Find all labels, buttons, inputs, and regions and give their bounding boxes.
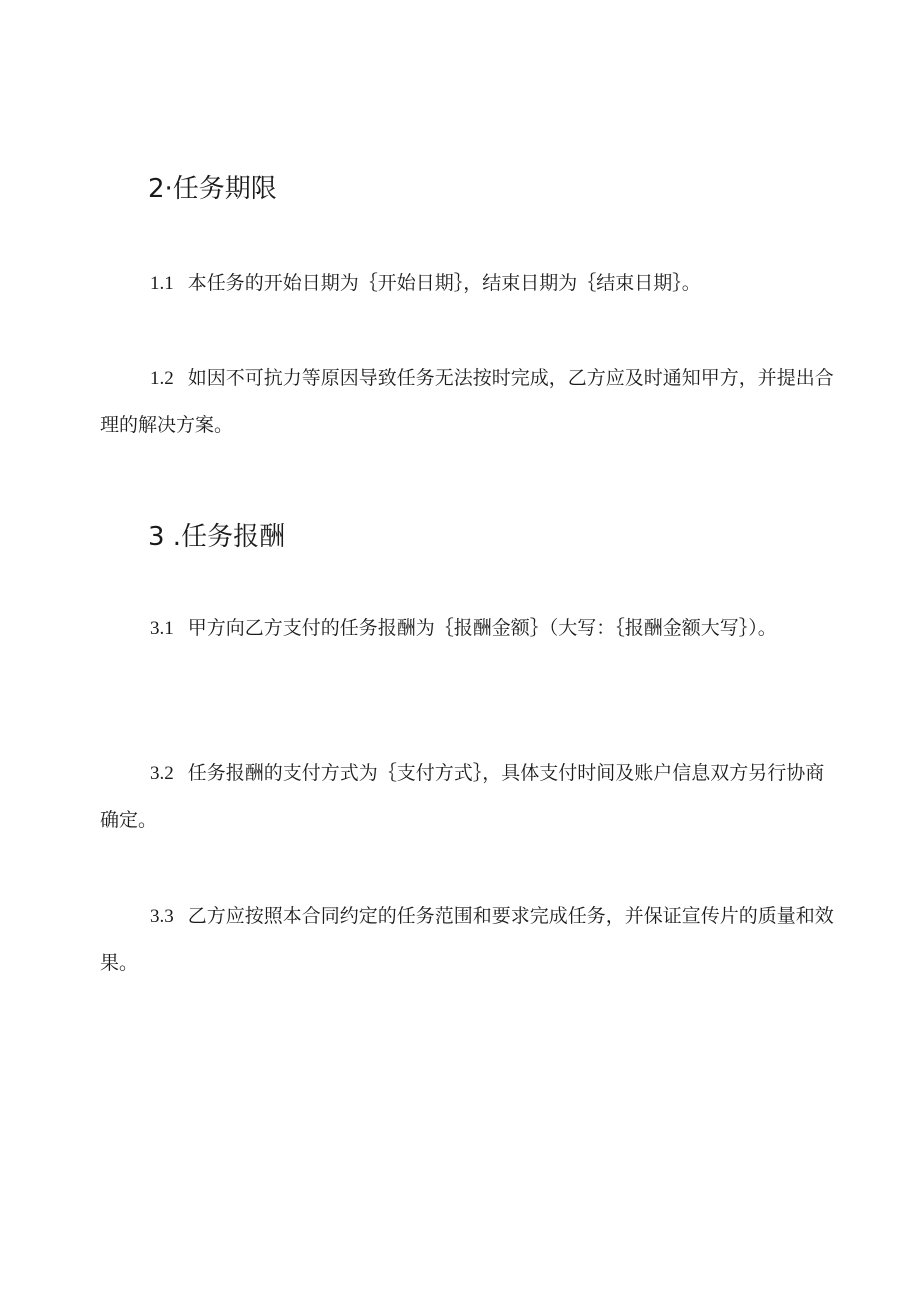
clause-text: 任务报酬的支付方式为｛支付方式｝，具体支付时间及账户信息双方另行协商确定。 <box>100 762 825 831</box>
clause-3-3 <box>100 893 840 987</box>
clause-3-1 <box>100 605 840 652</box>
clause-number: 1.1 <box>150 273 174 294</box>
clause-text: 本任务的开始日期为｛开始日期｝，结束日期为｛结束日期｝。 <box>187 272 701 294</box>
clause-1-1 <box>100 260 840 307</box>
clause-number: 3.3 <box>150 906 174 927</box>
clause-number: 3.1 <box>150 618 174 639</box>
clause-text: 乙方应按照本合同约定的任务范围和要求完成任务，并保证宣传片的质量和效果。 <box>100 905 834 974</box>
clause-3-2 <box>100 750 840 844</box>
clause-number: 1.2 <box>150 368 174 389</box>
clause-text: 如因不可抗力等原因导致任务无法按时完成，乙方应及时通知甲方，并提出合理的解决方案。 <box>100 367 834 436</box>
clause-1-2 <box>100 355 840 449</box>
clause-text: 甲方向乙方支付的任务报酬为｛报酬金额｝（大写：｛报酬金额大写｝）。 <box>187 617 777 639</box>
section-heading-task-period: 2·任务期限 <box>148 174 277 204</box>
section-heading-task-payment: 3 .任务报酬 <box>148 522 286 552</box>
clause-number: 3.2 <box>150 763 174 784</box>
